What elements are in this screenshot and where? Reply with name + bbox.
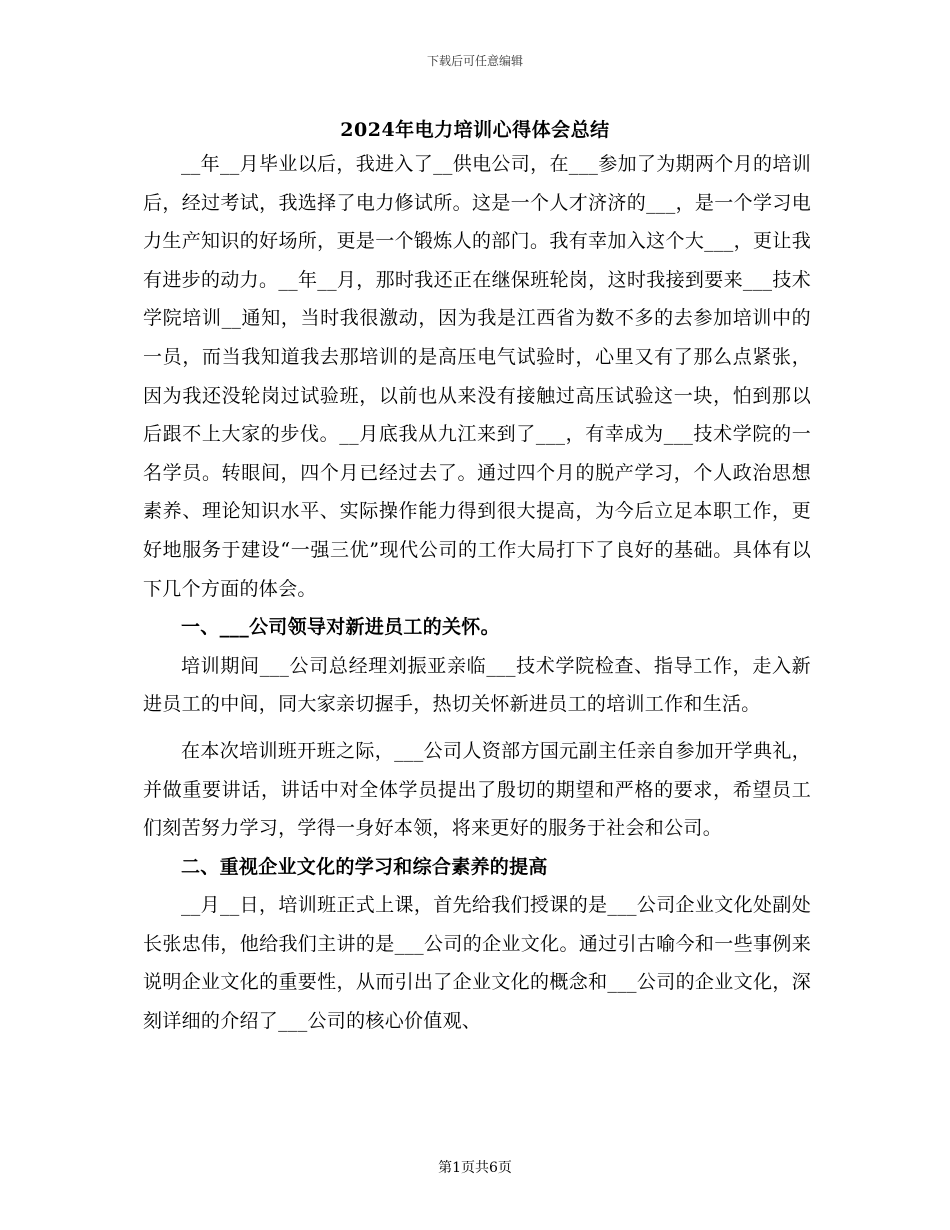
paragraph-opening-ceremony: 在本次培训班开班之际，___公司人资部方国元副主任亲自参加开学典礼，并做重要讲话，讲话中对全体学员提出了殷切的期望和严格的要求，希望员工们刻苦努力学习，学得一身好本领，将来更好的服务于社会和公司。	[143, 739, 811, 840]
page-number-footer: 第1页共6页	[438, 1160, 512, 1176]
document-title: 2024年电力培训心得体会总结	[340, 119, 610, 141]
page-header-note: 下载后可任意编辑	[426, 54, 523, 68]
document-body	[143, 145, 811, 1041]
paragraph-leader-visit: 培训期间___公司总经理刘振亚亲临___技术学院检查、指导工作，走入新进员工的中间，同大家亲切握手，热切关怀新进员工的培训工作和生活。	[143, 654, 811, 716]
paragraph-culture-class: __月__日，培训班正式上课，首先给我们授课的是___公司企业文化处副处长张忠伟，他给我们主讲的是___公司的企业文化。通过引古喻今和一些事例来说明企业文化的重要性，从而引出了企业文化的概念和___公司的企业文化，深刻详细的介绍了___公司的核心价值观、	[143, 894, 811, 1033]
section-heading-2: 二、重视企业文化的学习和综合素养的提高	[181, 855, 548, 878]
paragraph-intro: __年__月毕业以后，我进入了__供电公司，在___参加了为期两个月的培训后，经过考试，我选择了电力修试所。这是一个人才济济的___，是一个学习电力生产知识的好场所，更是一个锻炼人的部门。我有幸加入这个大___，更让我有进步的动力。__年__月，那时我还正在继保班轮岗，这时我接到要来___技术学院培训__通知，当时我很激动，因为我是江西省为数不多的去参加培训中的一员，而当我知道我去那培训的是高压电气试验时，心里又有了那么点紧张，因为我还没轮岗过试验班，以前也从来没有接触过高压试验这一块，怕到那以后跟不上大家的步伐。__月底我从九江来到了___，有幸成为___技术学院的一名学员。转眼间，四个月已经过去了。通过四个月的脱产学习，个人政治思想素养、理论知识水平、实际操作能力得到很大提高，为今后立足本职工作，更好地服务于建设“一强三优”现代公司的工作大局打下了良好的基础。具体有以下几个方面的体会。	[143, 153, 811, 600]
section-heading-1: 一、___公司领导对新进员工的关怀。	[181, 616, 500, 639]
